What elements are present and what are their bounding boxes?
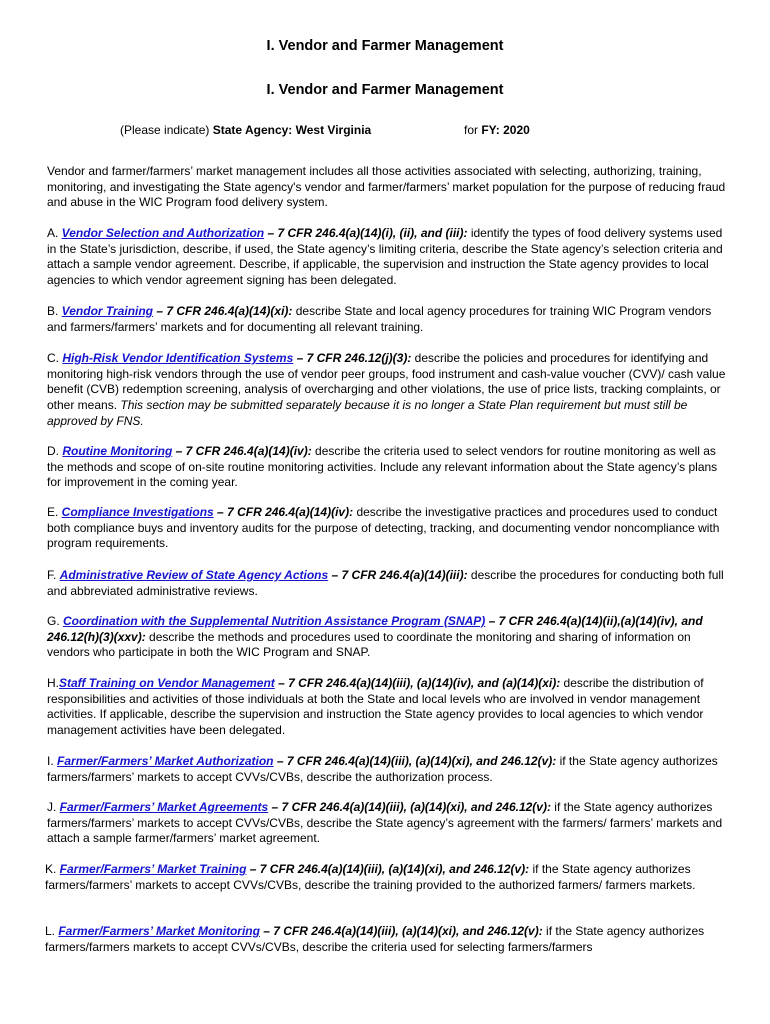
section-text: describe the procedures for conducting both full and abbreviated administrative reviews. (47, 568, 724, 598)
fiscal-year-label: FY: 2020 (481, 123, 530, 137)
cfr-reference: – 7 CFR 246.12(j)(3): (293, 351, 412, 365)
section-link[interactable]: Compliance Investigations (61, 505, 214, 519)
cfr-reference: – 7 CFR 246.4(a)(14)(iii), (a)(14)(xi), and 246.12(v): (246, 862, 530, 876)
section-link[interactable]: Farmer/Farmers’ Market Training (59, 862, 247, 876)
cfr-reference: – 7 CFR 246.4(a)(14)(xi): (153, 304, 293, 318)
section-a (47, 226, 727, 289)
section-note: This section may be submitted separately because it is no longer a State Plan requirement but must still be approved by FNS. (47, 398, 688, 428)
cfr-reference: – 7 CFR 246.4(a)(14)(iii), (a)(14)(iv), and (a)(14)(xi): (274, 676, 561, 690)
section-letter: E. (47, 505, 62, 519)
cfr-reference: – 7 CFR 246.4(a)(14)(iii), (a)(14)(xi), and 246.12(v): (259, 924, 543, 938)
section-link[interactable]: Farmer/Farmers’ Market Monitoring (58, 924, 260, 938)
section-link[interactable]: Routine Monitoring (62, 444, 173, 458)
intro-paragraph: Vendor and farmer/farmers’ market management includes all those activities associated with selecting, authorizing, training, monitoring, and investigating the State agency's vendor and farmer/farmers’ market population for the purpose of reducing fraud and abuse in the WIC Program food delivery system. (47, 164, 726, 210)
section-text: describe the methods and procedures used to coordinate the monitoring and sharing of information on vendors who participate in both the WIC Program and SNAP. (47, 629, 691, 660)
section-letter: I. (47, 754, 58, 768)
section-link[interactable]: High-Risk Vendor Identification Systems (62, 351, 294, 365)
section-c (47, 351, 727, 430)
section-text: describe the distribution of responsibilities and activities of those individuals at both the State and local levels who are involved in vendor management activities. If applicable, describe the supervision and instruction the State agency provides to local agencies to which vendor management activities have been delegated. (47, 676, 704, 738)
section-k (45, 862, 725, 893)
page-title: I. Vendor and Farmer Management (266, 38, 504, 54)
section-g (47, 614, 727, 661)
section-letter: J. (47, 800, 60, 814)
section-link[interactable]: Staff Training on Vendor Management (59, 676, 275, 690)
section-text: describe the criteria used to select vendors for routine monitoring as well as the methods and scope of on-site routine monitoring activities. Include any relevant information about the State agency’s plans for improvement in the coming year. (47, 444, 718, 490)
section-h (47, 676, 727, 739)
section-letter: C. (47, 351, 63, 365)
cfr-reference: – 7 CFR 246.4(a)(14)(ii),(a)(14)(iv), and 246.12(h)(3)(xxv): (47, 614, 703, 644)
section-text: if the State agency authorizes farmers/farmers’ markets to accept CVVs/CVBs, describe the State agency’s agreement with the farmers/ farmers’ markets and attach a sample farmer/farmers’ market agreement. (47, 800, 723, 846)
state-agency-label: State Agency: West Virginia (212, 123, 372, 137)
cfr-reference: – 7 CFR 246.4(a)(14)(iii), (a)(14)(xi), and 246.12(v): (268, 800, 551, 814)
section-letter: H. (47, 676, 59, 690)
section-title: I. Vendor and Farmer Management (266, 82, 504, 98)
fy-prefix: for (464, 123, 482, 137)
section-link[interactable]: Vendor Training (61, 304, 154, 318)
cfr-reference: – 7 CFR 246.4(a)(14)(i), (ii), and (iii): (264, 226, 468, 240)
section-text: describe State and local agency procedures for training WIC Program vendors and farmers/farmers’ markets and for documenting all relevant training. (47, 304, 712, 334)
cfr-reference: – 7 CFR 246.4(a)(14)(iv): (172, 444, 312, 458)
section-e (47, 505, 727, 552)
section-link[interactable]: Farmer/Farmers’ Market Agreements (59, 800, 269, 814)
section-link[interactable]: Coordination with the Supplemental Nutrition Assistance Program (SNAP) (63, 614, 486, 628)
section-letter: A. (47, 226, 62, 240)
cfr-reference: – 7 CFR 246.4(a)(14)(iii), (a)(14)(xi), and 246.12(v): (273, 754, 557, 768)
section-letter: G. (47, 614, 64, 628)
section-b (47, 304, 727, 335)
cfr-reference: – 7 CFR 246.4(a)(14)(iii): (328, 568, 468, 582)
section-letter: B. (47, 304, 62, 318)
section-letter: K. (45, 862, 60, 876)
cfr-reference: – 7 CFR 246.4(a)(14)(iv): (213, 505, 354, 519)
section-text: if the State agency authorizes farmers/farmers markets to accept CVVs/CVBs, describe the criteria used for selecting farmers/farmers (45, 924, 705, 954)
section-link[interactable]: Administrative Review of State Agency Actions (59, 568, 329, 582)
section-text: identify the types of food delivery systems used in the State’s jurisdiction, describe, if used, the State agency’s limiting criteria, describe the State agency’s selection criteria and attach a sample vendor agreement. Describe, if applicable, the supervision and instruction the State agency provides to local agencies to which vendor agreement signing has been delegated. (47, 226, 723, 288)
indicate-prefix: (Please indicate) (120, 123, 213, 137)
section-letter: D. (47, 444, 63, 458)
state-agency-line (120, 123, 371, 137)
fiscal-year-line (464, 123, 530, 137)
section-letter: F. (47, 568, 60, 582)
section-l (45, 924, 725, 955)
section-link[interactable]: Vendor Selection and Authorization (61, 226, 265, 240)
section-i (47, 754, 727, 785)
section-text: describe the investigative practices and procedures used to conduct both compliance buys and inventory audits for the purpose of detecting, tracking, and documenting vendor noncompliance with program requirements. (47, 505, 720, 551)
section-text: describe the policies and procedures for identifying and monitoring high-risk vendors through the use of vendor peer groups, food instrument and cash-value voucher (CVV)/ cash value benefit (CVB) redemption screening, analysis of overcharging and other violations, the use of price lists, tracking complaints, or other means. (47, 351, 726, 413)
section-link[interactable]: Farmer/Farmers’ Market Authorization (57, 754, 274, 768)
section-letter: L. (45, 924, 59, 938)
section-j (47, 800, 727, 847)
section-text: if the State agency authorizes farmers/farmers’ markets to accept CVVs/CVBs, describe the training provided to the authorized farmers/ farmers markets. (45, 862, 696, 892)
section-f (47, 568, 727, 599)
section-text: if the State agency authorizes farmers/farmers’ markets to accept CVVs/CVBs, describe the authorization process. (47, 754, 718, 784)
section-d (47, 444, 727, 491)
